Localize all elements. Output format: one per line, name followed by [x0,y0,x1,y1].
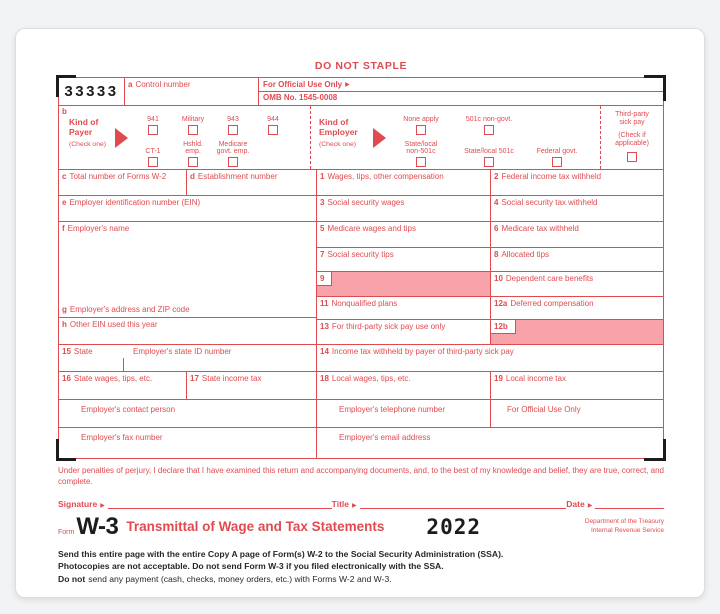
field-letter: d [190,172,195,181]
field-label: Employer's address and ZIP code [69,304,190,314]
social-security-wages-cell[interactable] [317,196,491,221]
field-label: Local wages, tips, etc. [331,374,411,383]
official-use-label: For Official Use Only [263,79,343,89]
checkbox-ct1[interactable] [148,157,158,167]
tax-year: 2022 [426,514,481,539]
employer-name-address-cell[interactable] [59,222,316,318]
employer-option [403,109,438,135]
field-number: 17 [190,374,199,383]
employer-option-column [394,109,448,169]
field-number: 19 [494,374,503,383]
check-one-label: (Check one) [319,140,357,148]
title-line [360,500,567,509]
checkbox-label: 501c non-govt. [465,116,513,124]
row-tel-official [317,400,663,428]
do-not-staple-warning: DO NOT STAPLE [314,60,408,72]
field-label: Medicare wages and tips [327,224,416,233]
official-use-header [259,78,663,92]
box-9-shaded-cell [317,272,491,296]
employer-name-label-line [62,224,313,233]
income-tax-third-party-cell[interactable] [317,345,663,372]
contact-person-cell[interactable] [59,400,316,428]
official-use-cell [259,78,663,105]
kind-of-employer-label: Kind of Employer [319,117,358,137]
checkbox-501c-non-govt[interactable] [484,125,494,135]
field-number: 11 [320,299,329,308]
field-number: 5 [320,224,325,233]
field-number: 14 [320,347,329,356]
field-letter: h [62,320,67,329]
payer-option [177,136,209,167]
payer-option-column [253,109,293,169]
field-letter: e [62,198,67,207]
field-number: 18 [320,374,329,383]
medicare-tax-cell[interactable] [491,222,663,247]
field-label: Allocated tips [501,250,550,259]
row-7-8 [317,248,663,272]
checkbox-label: Hshld. emp. [183,140,203,156]
row-c-d [59,170,316,196]
email-cell[interactable] [317,428,663,458]
checkbox-military[interactable] [188,125,198,135]
payer-option-column [173,109,213,169]
field-label: State [73,347,93,356]
state-cell[interactable] [59,345,316,372]
checkbox-state-local-501c[interactable] [484,157,494,167]
social-security-tips-cell[interactable] [317,248,491,271]
local-income-tax-cell[interactable] [491,372,663,399]
state-income-tax-cell[interactable] [187,372,316,399]
signature-row [58,499,664,509]
field-number: 13 [320,322,329,331]
department-block [585,518,664,535]
field-label: Other EIN used this year [69,320,158,329]
payer-option [227,109,239,135]
field-label: Employer's name [67,224,130,233]
row-5-6 [317,222,663,248]
checkbox-943[interactable] [228,125,238,135]
other-ein-cell[interactable] [59,318,316,345]
control-number-cell[interactable] [125,78,259,105]
medicare-wages-cell[interactable] [317,222,491,247]
check-if-applicable-label: (Check if applicable) [615,131,649,148]
state-wages-cell[interactable] [59,372,187,399]
payer-option-column [213,109,253,169]
date-field[interactable] [566,499,664,509]
checkbox-941[interactable] [148,125,158,135]
arrow-right-icon [373,128,386,148]
signature-line [108,500,332,509]
left-column [59,170,317,458]
field-label: For Official Use Only [507,405,581,414]
row-11-12a [317,297,663,320]
row-13-12b [317,320,663,345]
box-12b-shaded-cell [491,320,663,344]
instruction-line-3 [58,573,664,586]
instruction-line-2: Photocopies are not acceptable. Do not send Form W-3 if you filed electronically with the SSA. [58,561,444,572]
field-label: Social security tax withheld [501,198,598,207]
kind-of-employer-section [311,106,601,169]
right-column [317,170,663,458]
checkbox-944[interactable] [268,125,278,135]
perjury-declaration: Under penalties of perjury, I declare that I have examined this return and accompanying documents, and, to the best of my knowledge and belief, they are true, correct, and complete. [58,466,664,486]
establishment-number-cell[interactable] [187,170,316,195]
dependent-care-cell[interactable] [491,272,663,296]
row-18-19 [317,372,663,400]
employer-address-label-line [62,305,190,314]
checkbox-label: Medicare govt. emp. [216,140,250,156]
checkbox-label: State/local non-501c [404,140,438,156]
form-body [59,170,663,458]
state-id-label: Employer's state ID number [133,347,232,356]
total-forms-w2-cell[interactable] [59,170,187,195]
wages-tips-cell[interactable] [317,170,491,195]
checkbox-label: State/local 501c [464,148,514,156]
deferred-compensation-cell[interactable] [491,297,663,319]
checkbox-medicare-govt-emp[interactable] [228,157,238,167]
field-label: Medicare tax withheld [501,224,579,233]
field-label: For third-party sick pay use only [331,322,446,331]
w3-form [58,77,664,586]
allocated-tips-cell[interactable] [491,248,663,271]
corner-bracket-bottom-left-icon [56,439,76,461]
field-number: 10 [494,274,503,283]
form-code: 33333 [64,82,119,100]
telephone-cell[interactable] [317,400,491,427]
employer-option [537,136,578,167]
row-3-4 [317,196,663,222]
title-label: Title [331,498,349,509]
employer-option [464,136,514,167]
field-label: Dependent care benefits [505,274,594,283]
social-security-tax-cell[interactable] [491,196,663,221]
instruction-line-1: Send this entire page with the entire Copy A page of Form(s) W-2 to the Social Security Administration (SSA). [58,548,504,559]
payer-options [133,109,293,169]
payer-option-column [133,109,173,169]
form-title: Transmittal of Wage and Tax Statements [126,519,385,535]
corner-bracket-top-right-icon [644,75,666,101]
date-label: Date [566,498,585,509]
date-line [595,500,664,509]
box-12b-tag: 12b [491,320,516,334]
checkbox-label: Military [181,116,205,124]
fax-number-cell[interactable] [59,428,316,458]
field-label: Employer identification number (EIN) [69,198,201,207]
corner-bracket-bottom-right-icon [644,439,666,461]
signature-field[interactable] [58,499,332,509]
official-use-only-cell [491,400,663,427]
field-number: 2 [494,172,499,181]
footer-instructions [58,548,664,587]
arrow-right-icon: ▶ [345,81,350,88]
field-letter: f [62,224,65,233]
field-number: 16 [62,374,71,383]
field-number: 8 [494,250,499,259]
row-16-17 [59,372,316,400]
field-label: Federal income tax withheld [501,172,602,181]
field-label: Deferred compensation [510,299,594,308]
payer-option [145,136,160,167]
field-number: 1 [320,172,325,181]
form-table [58,77,664,459]
field-label: Social security wages [327,198,405,207]
checkbox-none-apply[interactable] [416,125,426,135]
checkbox-hshld-emp[interactable] [188,157,198,167]
field-letter: a [128,80,133,89]
checkbox-label: 943 [227,116,239,124]
field-label: Employer's contact person [81,405,176,414]
payer-option [182,109,204,135]
row-1-2 [317,170,663,196]
department-line2: Internal Revenue Service [591,526,664,534]
employer-option [397,136,445,167]
box-9-tag: 9 [317,272,332,286]
kind-row [59,106,663,170]
local-wages-cell[interactable] [317,372,491,399]
payer-option [213,136,253,167]
title-field[interactable] [332,499,567,509]
nonqualified-plans-cell[interactable] [317,297,491,319]
check-one-label: (Check one) [69,140,107,148]
kind-of-payer-title [69,118,113,169]
arrow-right-icon [115,128,128,148]
field-number: 3 [320,198,325,207]
checkbox-state-local-non-501c[interactable] [416,157,426,167]
field-label: Employer's email address [339,433,431,442]
department-line1: Department of the Treasury [584,518,664,526]
field-letter: c [62,172,67,181]
field-label: Wages, tips, other compensation [327,172,444,181]
arrow-right-icon: ▶ [587,502,593,509]
third-party-sick-pay-section [601,106,663,169]
checkbox-federal-govt[interactable] [552,157,562,167]
checkbox-third-party-sick-pay[interactable] [627,152,637,162]
field-label: Establishment number [197,172,278,181]
form-number: W-3 [76,512,119,540]
field-label: Control number [135,80,191,89]
third-party-sick-pay-use-cell[interactable] [317,320,491,344]
kind-of-payer-label: Kind of Payer [69,117,99,137]
arrow-right-icon: ▶ [352,502,357,509]
arrow-right-icon: ▶ [100,502,105,509]
field-number: 7 [320,250,325,259]
field-letter: b [62,107,67,116]
omb-number: OMB No. 1545-0008 [263,93,338,102]
field-label: Nonqualified plans [331,299,398,308]
field-letter: g [62,304,67,314]
checkbox-label: 941 [147,116,159,124]
field-label: State wages, tips, etc. [73,374,153,383]
field-label: Total number of Forms W-2 [69,172,167,181]
corner-bracket-top-left-icon [56,75,76,97]
field-number: 15 [62,347,71,356]
federal-income-tax-cell[interactable] [491,170,663,195]
field-label: Employer's telephone number [339,405,446,414]
form-card [15,28,705,598]
signature-label: Signature [58,498,98,509]
employer-option [466,109,512,135]
checkbox-label: 944 [267,116,279,124]
form-table-wrap [58,77,664,459]
state-divider [123,358,124,371]
row-9-10 [317,272,663,297]
header-row [59,78,663,106]
kind-of-employer-title [319,118,371,169]
payer-option [147,109,159,135]
checkbox-label: CT-1 [145,148,161,156]
ein-cell[interactable] [59,196,316,222]
checkbox-label: None apply [403,116,439,124]
field-label: Social security tips [327,250,394,259]
kind-of-payer-section [59,106,311,169]
employer-option-column [530,109,584,169]
checkbox-label: Federal govt. [536,148,578,156]
instruction-line-3-rest: send any payment (cash, checks, money orders, etc.) with Forms W-2 and W-3. [88,574,392,585]
field-number: 6 [494,224,499,233]
field-number: 4 [494,198,499,207]
third-party-label: Third-party sick pay [615,111,649,127]
field-number: 12a [494,299,508,308]
field-label: Local income tax [505,374,566,383]
employer-options [394,109,584,169]
field-label: Income tax withheld by payer of third-party sick pay [331,347,514,356]
payer-option [267,109,279,135]
field-label: State income tax [201,374,262,383]
form-word: Form [58,529,75,537]
do-not-emphasis: Do not [58,574,86,585]
form-title-row [58,513,664,541]
field-label: Employer's fax number [81,433,163,442]
employer-option-column [456,109,522,169]
